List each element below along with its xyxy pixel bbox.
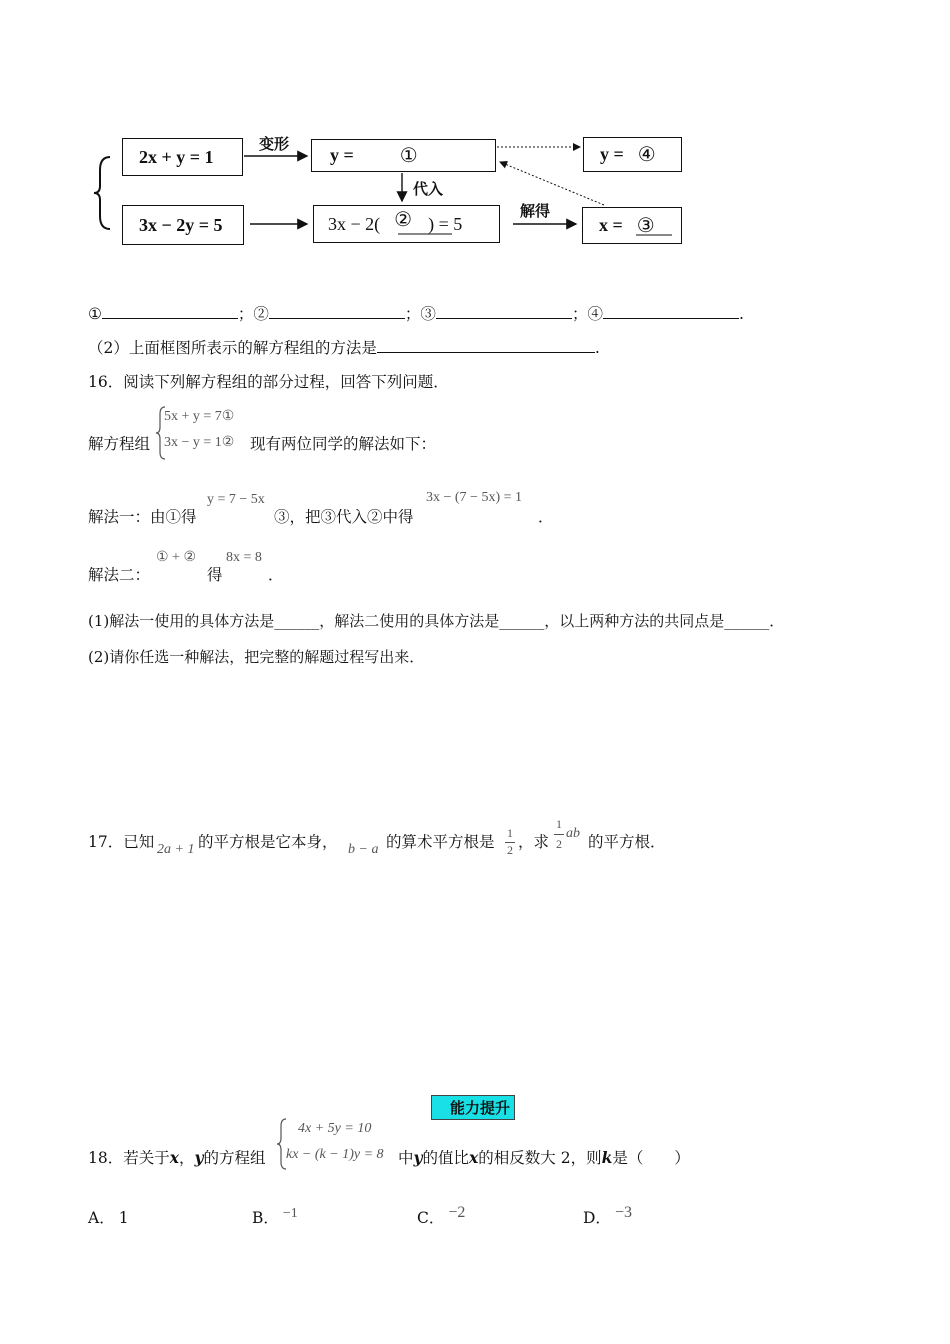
q17-expr-ba: b − a <box>348 842 379 857</box>
q16-part1: (1)解法一使用的具体方法是______，解法二使用的具体方法是______，以上两种方法的共同点是______． <box>88 612 785 630</box>
q16-system-prefix: 解方程组 <box>88 435 151 453</box>
label-substitute: 代入 <box>413 180 444 198</box>
answer-blank-2[interactable] <box>269 304 405 319</box>
option-b[interactable]: B． −1 <box>252 1206 298 1227</box>
q18-system: 4x + 5y = 10 kx − (k − 1)y = 8 <box>286 1121 384 1162</box>
box-y-result: y = ④ <box>583 137 682 172</box>
label-transform: 变形 <box>259 135 290 153</box>
q16-method1-end: ． <box>538 508 554 526</box>
q17-frac-num: 1 <box>507 826 513 840</box>
option-a[interactable]: A． 1 <box>88 1209 129 1227</box>
q16-method2-prefix: 解法二： <box>88 566 151 584</box>
q15-blanks-row: ① ；② ；③ ；④ . <box>88 305 744 323</box>
q16-intro: 16．阅读下列解方程组的部分过程，回答下列问题． <box>88 373 449 391</box>
q16-method2-op: ① + ② <box>156 550 196 565</box>
q16-system-suffix: 现有两位同学的解法如下： <box>250 435 437 453</box>
box-x-result: x = ③ <box>582 207 682 244</box>
answer-blank-1[interactable] <box>102 304 238 319</box>
answer-blank-method[interactable] <box>377 338 595 353</box>
q16-system: 5x + y = 7① 3x − y = 1② <box>164 409 235 450</box>
q17-end: 的平方根． <box>588 833 666 851</box>
box-substitution: 3x − 2( ② ) = 5 <box>313 205 500 243</box>
system-brace <box>94 157 110 229</box>
answer-blank-4[interactable] <box>603 304 739 319</box>
q16-method1-eq2: 3x − (7 − 5x) = 1 <box>426 490 523 505</box>
box-equation-2: 3x − 2y = 5 <box>122 205 244 245</box>
q16-part2: (2)请你任选一种解法，把完整的解题过程写出来． <box>88 648 425 666</box>
q18-condition: 中y的值比x的相反数大 2，则k是（ ） <box>398 1148 690 1167</box>
q17-frac-den: 2 <box>507 843 513 857</box>
section-badge: 能力提升 <box>431 1095 515 1120</box>
q17-prefix: 17．已知 <box>88 833 155 851</box>
q17-expr-ab: ab <box>566 826 580 841</box>
label-solve: 解得 <box>520 202 551 220</box>
q17-mid3: ，求 <box>518 833 550 851</box>
q17-mid1: 的平方根是它本身， <box>198 833 338 851</box>
box-y-expression: y = ① <box>311 139 496 172</box>
q17-frac2-bar <box>554 834 564 835</box>
q16-method1-eq: y = 7 − 5x <box>207 492 265 507</box>
q17-frac2-num: 1 <box>556 817 562 831</box>
q16-method1-mid: ③，把③代入②中得 <box>274 508 414 526</box>
option-d[interactable]: D． −3 <box>583 1204 632 1227</box>
answer-blank-3[interactable] <box>436 304 572 319</box>
q18-stem: 18．若关于x，y的方程组 <box>88 1148 266 1167</box>
q17-expr-2a1: 2a + 1 <box>157 842 195 857</box>
q16-method1-prefix: 解法一：由①得 <box>88 508 197 526</box>
q16-method2-mid: 得 <box>207 566 223 584</box>
box-equation-1: 2x + y = 1 <box>122 138 243 176</box>
q17-mid2: 的算术平方根是 <box>386 833 495 851</box>
q16-method2-eq: 8x = 8 <box>226 550 262 565</box>
q15-part2: （2）上面框图所表示的解方程组的方法是 . <box>88 339 600 357</box>
q17-frac2-den: 2 <box>556 837 562 851</box>
option-c[interactable]: C． −2 <box>417 1204 466 1227</box>
q16-method2-end: ． <box>268 566 284 584</box>
